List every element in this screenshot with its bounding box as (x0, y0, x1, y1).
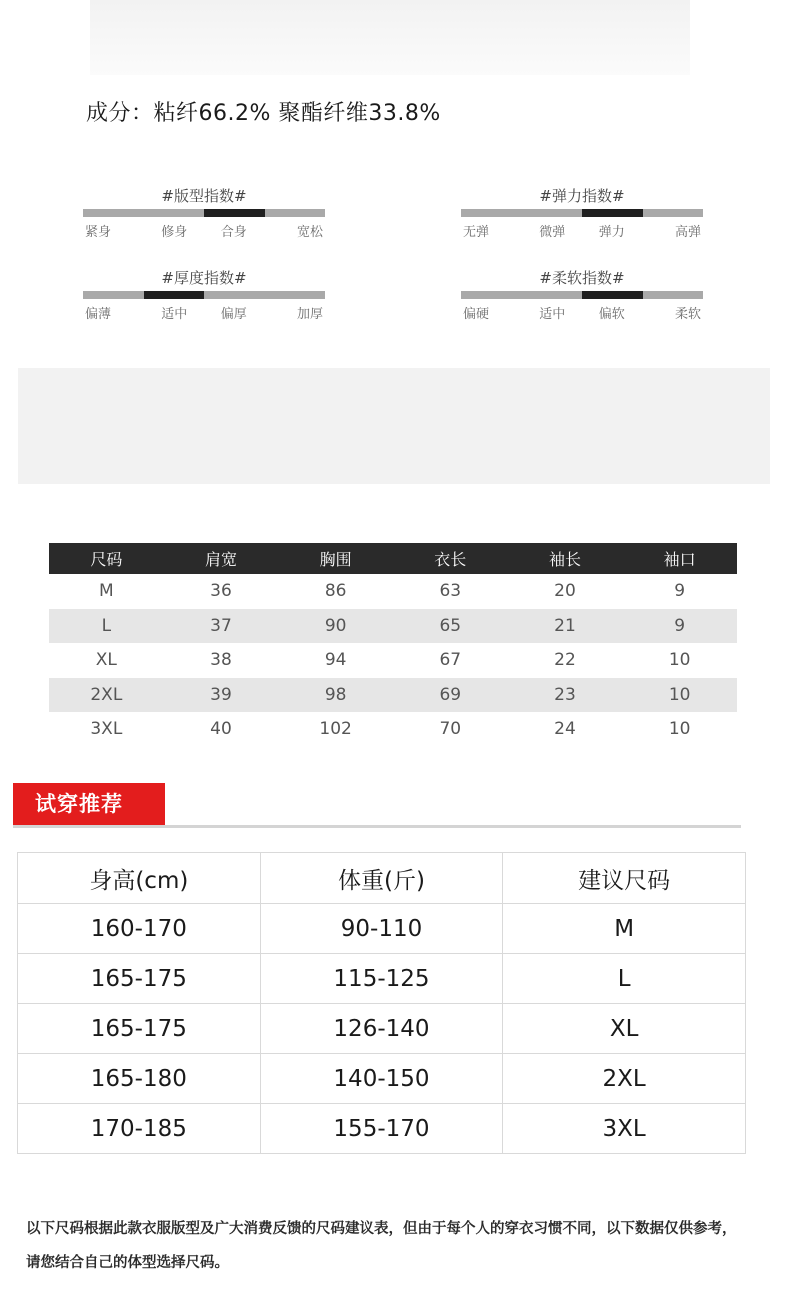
recommendation-cell: 170-185 (18, 1104, 261, 1154)
size-header-cell: 胸围 (278, 543, 393, 574)
table-row (18, 1054, 746, 1104)
thickness-label: 偏厚 (220, 307, 247, 322)
size-cell: 9 (674, 581, 686, 602)
fabric-composition: 成分：粘纤66.2% 聚酯纤维33.8% (86, 101, 441, 126)
table-row (18, 904, 746, 954)
tryon-heading: 试穿推荐 (13, 783, 165, 825)
table-row (49, 574, 737, 609)
recommendation-cell: 115-125 (260, 954, 503, 1004)
size-cell: 10 (668, 650, 691, 671)
table-row (49, 643, 737, 678)
elasticity-index (461, 186, 703, 240)
size-cell: XL (95, 650, 117, 671)
elasticity-label: 微弹 (539, 225, 566, 240)
thickness-index (83, 268, 325, 322)
recommendation-cell: 2XL (503, 1054, 746, 1104)
size-cell: 10 (668, 719, 691, 740)
softness-index-title: #柔软指数# (539, 269, 625, 287)
fit-label: 修身 (161, 225, 188, 240)
size-cell: L (49, 609, 164, 644)
table-row (49, 712, 737, 747)
recommendation-cell: 3XL (503, 1104, 746, 1154)
recommendation-cell: XL (503, 1004, 746, 1054)
fit-label: 合身 (220, 225, 247, 240)
size-cell: M (98, 581, 114, 602)
thickness-label: 加厚 (296, 307, 323, 322)
size-header-cell: 袖口 (622, 543, 737, 574)
size-chart-header-row (49, 543, 737, 574)
size-cell: 22 (554, 650, 576, 671)
size-cell: 10 (622, 678, 737, 713)
size-cell: 65 (393, 609, 508, 644)
size-cell: 20 (554, 581, 576, 602)
size-cell: 38 (210, 650, 232, 671)
recommendation-cell: 165-180 (18, 1054, 261, 1104)
size-cell: 90 (278, 609, 393, 644)
softness-label: 偏软 (598, 307, 625, 322)
size-cell: 23 (508, 678, 623, 713)
elasticity-index-marker (582, 209, 643, 217)
size-cell: 86 (324, 581, 347, 602)
size-cell: 40 (210, 719, 232, 740)
recommendation-header-cell: 身高(cm) (18, 853, 261, 904)
size-cell: 63 (439, 581, 462, 602)
recommendation-cell: 126-140 (260, 1004, 503, 1054)
fit-index-bar (83, 209, 325, 217)
thickness-index-title: #厚度指数# (161, 269, 247, 287)
recommendation-cell: L (503, 954, 746, 1004)
fit-index-title: #版型指数# (161, 187, 247, 205)
softness-index-marker (582, 291, 643, 299)
elasticity-label: 高弹 (674, 225, 701, 240)
elasticity-label: 无弹 (463, 225, 490, 240)
size-cell: 102 (319, 719, 352, 740)
size-header-cell: 尺码 (49, 543, 164, 574)
recommendation-cell: 90-110 (260, 904, 503, 954)
size-cell: 69 (393, 678, 508, 713)
size-cell: 67 (439, 650, 462, 671)
size-header-cell: 衣长 (393, 543, 508, 574)
recommendation-cell: M (503, 904, 746, 954)
image-placeholder-band (18, 368, 770, 484)
table-row (49, 678, 737, 713)
recommendation-cell: 140-150 (260, 1054, 503, 1104)
thickness-index-bar (83, 291, 325, 299)
size-cell: 37 (164, 609, 279, 644)
table-row (18, 1104, 746, 1154)
tryon-divider (13, 825, 741, 828)
recommendation-header-cell: 建议尺码 (503, 853, 746, 904)
top-image-fade (90, 0, 690, 75)
size-cell: 3XL (90, 719, 123, 740)
softness-label: 适中 (539, 307, 566, 322)
fit-label: 紧身 (85, 225, 112, 240)
recommendation-cell: 160-170 (18, 904, 261, 954)
size-cell: 21 (508, 609, 623, 644)
size-cell: 36 (210, 581, 232, 602)
elasticity-index-title: #弹力指数# (539, 187, 625, 205)
recommendation-cell: 155-170 (260, 1104, 503, 1154)
softness-index (461, 268, 703, 322)
size-disclaimer-note: 以下尺码根据此款衣服版型及广大消费反馈的尺码建议表，但由于每个人的穿衣习惯不同，以下数据仅供参考，请您结合自己的体型选择尺码。 (26, 1221, 737, 1271)
size-cell: 2XL (49, 678, 164, 713)
recommendation-table (17, 852, 746, 1154)
size-cell: 39 (164, 678, 279, 713)
size-chart-table (49, 543, 737, 747)
elasticity-label: 弹力 (598, 225, 625, 240)
size-cell: 24 (554, 719, 576, 740)
recommendation-header-row (18, 853, 746, 904)
table-row (18, 954, 746, 1004)
thickness-label: 偏薄 (85, 307, 112, 322)
fit-label: 宽松 (296, 225, 323, 240)
size-cell: 94 (324, 650, 347, 671)
table-row (49, 609, 737, 644)
fit-index-marker (204, 209, 265, 217)
fit-index (83, 186, 325, 240)
table-row (18, 1004, 746, 1054)
size-cell: 70 (439, 719, 462, 740)
softness-label: 柔软 (674, 307, 701, 322)
size-header-cell: 肩宽 (164, 543, 279, 574)
size-header-cell: 袖长 (508, 543, 623, 574)
recommendation-header-cell: 体重(斤) (260, 853, 503, 904)
thickness-index-marker (144, 291, 205, 299)
recommendation-cell: 165-175 (18, 1004, 261, 1054)
softness-index-bar (461, 291, 703, 299)
size-cell: 98 (278, 678, 393, 713)
recommendation-cell: 165-175 (18, 954, 261, 1004)
elasticity-index-bar (461, 209, 703, 217)
thickness-label: 适中 (161, 307, 188, 322)
size-cell: 9 (622, 609, 737, 644)
softness-label: 偏硬 (463, 307, 490, 322)
